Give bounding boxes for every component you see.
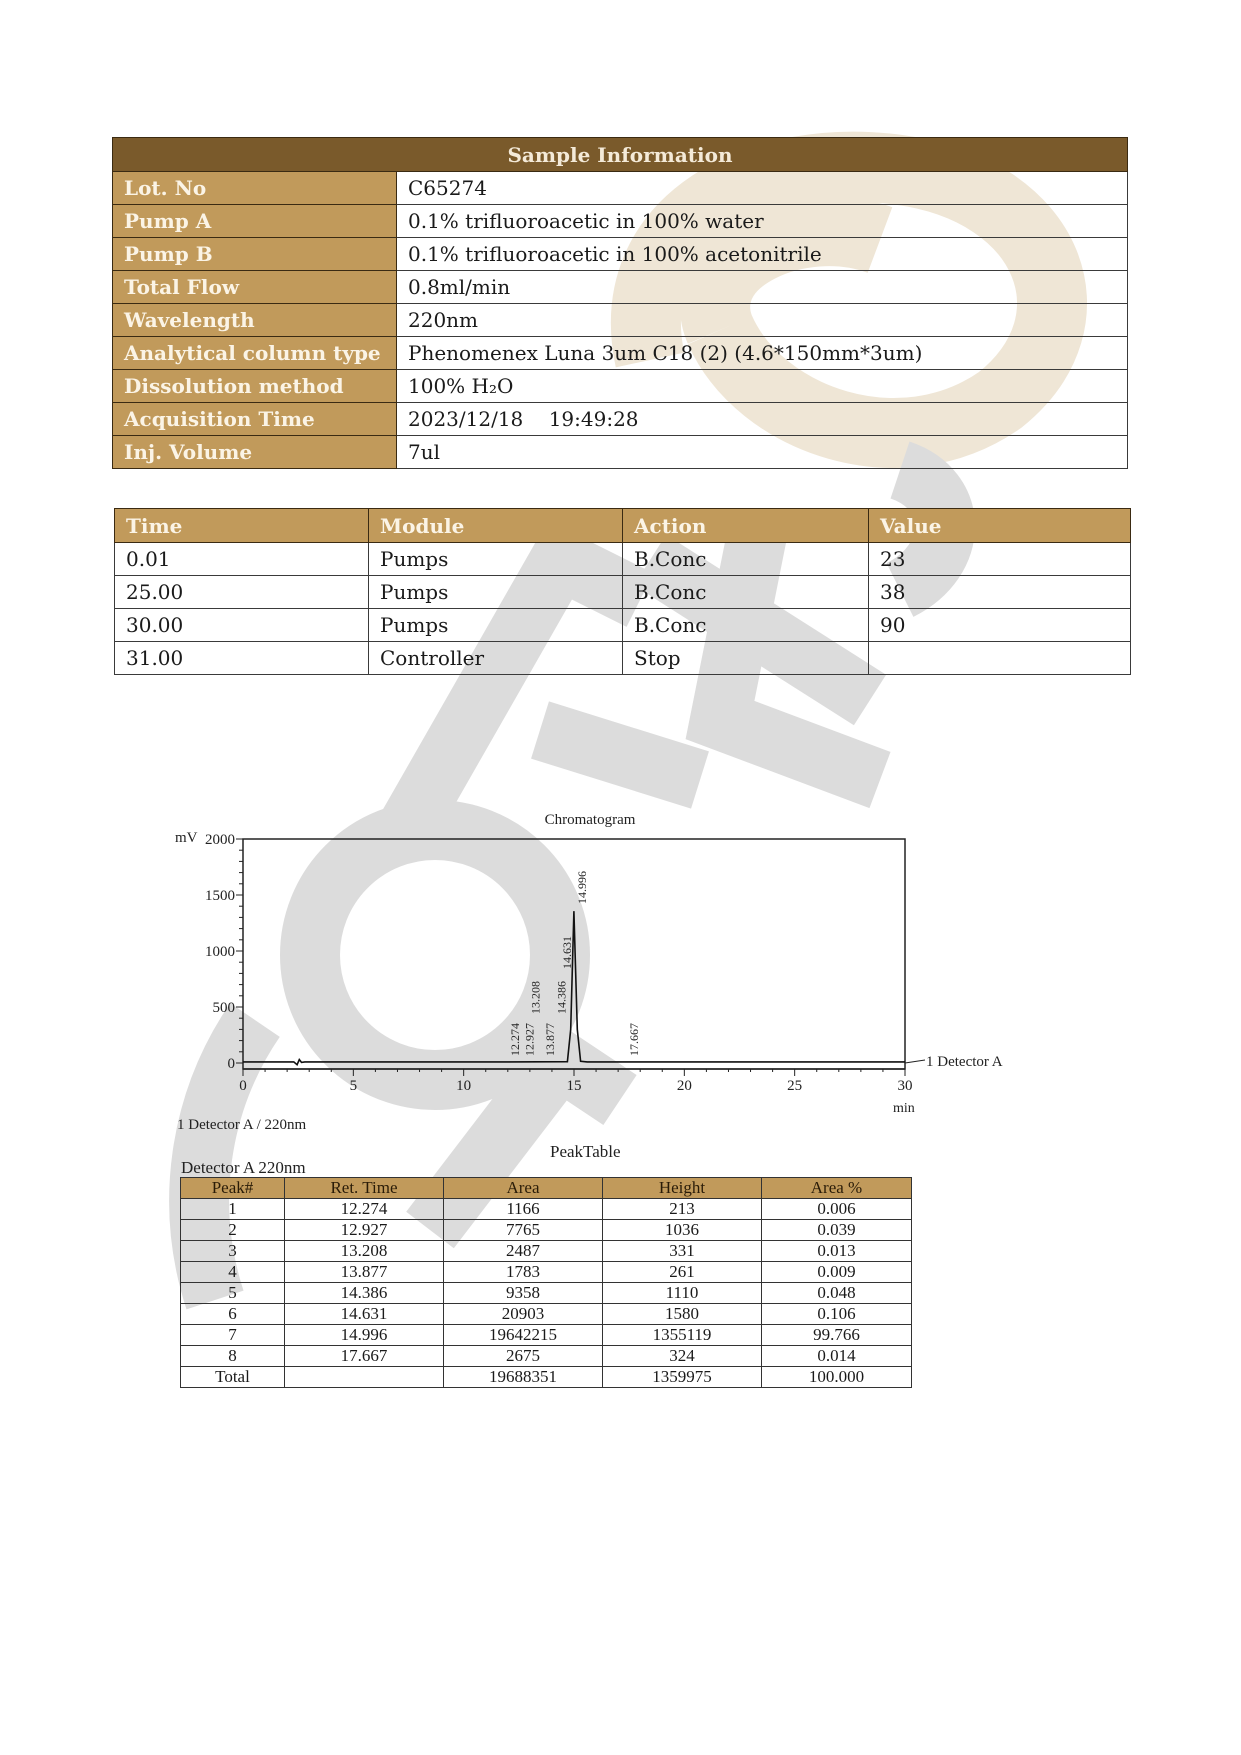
svg-text:12.927: 12.927	[522, 1023, 537, 1056]
height: 1580	[603, 1304, 762, 1325]
svg-text:1500: 1500	[205, 888, 235, 904]
peak-row	[181, 1325, 912, 1346]
detector-trace	[243, 911, 905, 1064]
peak-row	[181, 1241, 912, 1262]
peak-row	[181, 1220, 912, 1241]
area: 1166	[444, 1199, 603, 1220]
svg-text:20: 20	[676, 1078, 692, 1094]
height: 213	[603, 1199, 762, 1220]
peak-table-detector: Detector A 220nm	[181, 1158, 306, 1177]
svg-text:2000: 2000	[205, 832, 235, 848]
label: Inj. Volume	[113, 436, 397, 469]
area: 2487	[444, 1241, 603, 1262]
svg-text:14.996: 14.996	[574, 871, 589, 904]
col-action: Action	[623, 509, 869, 543]
ret-time: 14.631	[285, 1304, 444, 1325]
trace-label: 1 Detector A	[926, 1054, 1003, 1070]
svg-text:10: 10	[456, 1078, 472, 1094]
value: 7ul	[397, 436, 1128, 469]
module: Pumps	[369, 543, 623, 576]
svg-text:13.208: 13.208	[528, 981, 543, 1014]
value: 90	[869, 609, 1131, 642]
label: Acquisition Time	[113, 403, 397, 436]
ret-time: 17.667	[285, 1346, 444, 1367]
area-pct: 0.006	[762, 1199, 912, 1220]
value: 220nm	[397, 304, 1128, 337]
svg-text:12.274: 12.274	[507, 1023, 522, 1056]
ret-time	[285, 1367, 444, 1388]
col-area-pct: Area %	[762, 1178, 912, 1199]
area-pct: 0.014	[762, 1346, 912, 1367]
ret-time: 13.208	[285, 1241, 444, 1262]
col-ret-time: Ret. Time	[285, 1178, 444, 1199]
trace-label-leader	[905, 1060, 925, 1063]
height: 1355119	[603, 1325, 762, 1346]
label: Pump B	[113, 238, 397, 271]
time: 0.01	[115, 543, 369, 576]
svg-text:30: 30	[897, 1078, 913, 1094]
x-unit-label: min	[893, 1101, 915, 1116]
height: 331	[603, 1241, 762, 1262]
area: 1783	[444, 1262, 603, 1283]
svg-text:17.667: 17.667	[626, 1023, 641, 1056]
module: Controller	[369, 642, 623, 675]
ret-time: 14.996	[285, 1325, 444, 1346]
action: Stop	[623, 642, 869, 675]
peak-table-title: PeakTable	[550, 1142, 621, 1161]
svg-text:500: 500	[212, 1000, 235, 1016]
value: 23	[869, 543, 1131, 576]
height: 1110	[603, 1283, 762, 1304]
peak-number: 1	[181, 1199, 285, 1220]
col-value: Value	[869, 509, 1131, 543]
sample-information-title: Sample Information	[113, 138, 1128, 172]
label: Total Flow	[113, 271, 397, 304]
svg-text:5: 5	[349, 1078, 358, 1094]
chart-title: Chromatogram	[544, 812, 636, 828]
label: Analytical column type	[113, 337, 397, 370]
peak-number: 7	[181, 1325, 285, 1346]
area-pct: 0.039	[762, 1220, 912, 1241]
ret-time: 14.386	[285, 1283, 444, 1304]
action: B.Conc	[623, 609, 869, 642]
y-axis	[205, 832, 243, 1072]
peak-number: 6	[181, 1304, 285, 1325]
peak-number: 2	[181, 1220, 285, 1241]
value: 100% H₂O	[397, 370, 1128, 403]
module: Pumps	[369, 576, 623, 609]
peak-number: 5	[181, 1283, 285, 1304]
area: 2675	[444, 1346, 603, 1367]
time: 25.00	[115, 576, 369, 609]
area: 19642215	[444, 1325, 603, 1346]
svg-text:1000: 1000	[205, 944, 235, 960]
value: 38	[869, 576, 1131, 609]
svg-text:0: 0	[227, 1056, 235, 1072]
peak-row	[181, 1199, 912, 1220]
module: Pumps	[369, 609, 623, 642]
peak-number: Total	[181, 1367, 285, 1388]
area-pct: 0.106	[762, 1304, 912, 1325]
label: Pump A	[113, 205, 397, 238]
peak-row	[181, 1262, 912, 1283]
peak-number: 8	[181, 1346, 285, 1367]
time: 30.00	[115, 609, 369, 642]
svg-text:25: 25	[787, 1078, 803, 1094]
label: Wavelength	[113, 304, 397, 337]
svg-text:0: 0	[239, 1078, 247, 1094]
area-pct: 0.048	[762, 1283, 912, 1304]
value: 0.1% trifluoroacetic in 100% water	[397, 205, 1128, 238]
height: 261	[603, 1262, 762, 1283]
ret-time: 12.274	[285, 1199, 444, 1220]
svg-text:14.631: 14.631	[559, 936, 574, 969]
svg-text:13.877: 13.877	[543, 1023, 558, 1056]
peak-total-row	[181, 1367, 912, 1388]
area: 19688351	[444, 1367, 603, 1388]
height: 1359975	[603, 1367, 762, 1388]
col-height: Height	[603, 1178, 762, 1199]
ret-time: 13.877	[285, 1262, 444, 1283]
peak-number: 4	[181, 1262, 285, 1283]
peak-row	[181, 1304, 912, 1325]
area-pct: 0.013	[762, 1241, 912, 1262]
value: 0.1% trifluoroacetic in 100% acetonitrile	[397, 238, 1128, 271]
value: C65274	[397, 172, 1128, 205]
peak-row	[181, 1346, 912, 1367]
ret-time: 12.927	[285, 1220, 444, 1241]
height: 324	[603, 1346, 762, 1367]
area: 20903	[444, 1304, 603, 1325]
x-axis	[239, 1069, 912, 1094]
peak-table	[180, 1177, 912, 1388]
col-area: Area	[444, 1178, 603, 1199]
height: 1036	[603, 1220, 762, 1241]
value: Phenomenex Luna 3um C18 (2) (4.6*150mm*3um)	[397, 337, 1128, 370]
time: 31.00	[115, 642, 369, 675]
label: Dissolution method	[113, 370, 397, 403]
area: 9358	[444, 1283, 603, 1304]
detector-footer-label: 1 Detector A / 220nm	[177, 1117, 307, 1133]
area-pct: 0.009	[762, 1262, 912, 1283]
area: 7765	[444, 1220, 603, 1241]
col-peak: Peak#	[181, 1178, 285, 1199]
col-time: Time	[115, 509, 369, 543]
value: 2023/12/18 19:49:28	[397, 403, 1128, 436]
action: B.Conc	[623, 576, 869, 609]
peak-labels	[508, 871, 641, 1056]
svg-text:14.386: 14.386	[554, 981, 569, 1014]
svg-text:15: 15	[566, 1078, 582, 1094]
area-pct: 99.766	[762, 1325, 912, 1346]
y-unit-label: mV	[175, 830, 198, 846]
label: Lot. No	[113, 172, 397, 205]
col-module: Module	[369, 509, 623, 543]
peak-row	[181, 1283, 912, 1304]
value: 0.8ml/min	[397, 271, 1128, 304]
peak-number: 3	[181, 1241, 285, 1262]
area-pct: 100.000	[762, 1367, 912, 1388]
action: B.Conc	[623, 543, 869, 576]
